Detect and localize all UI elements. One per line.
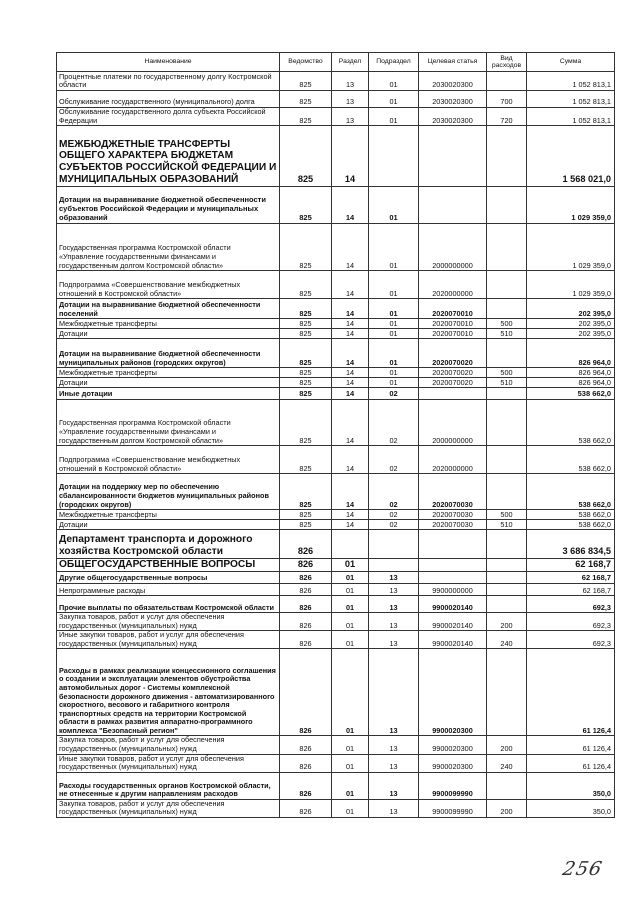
cell-name: Дотации — [57, 520, 280, 530]
cell-section: 01 — [332, 772, 369, 799]
budget-table — [56, 52, 615, 818]
cell-amount: 1 052 813,1 — [527, 72, 615, 91]
cell-amount: 538 662,0 — [527, 388, 615, 400]
cell-name: Прочие выплаты по обязательствам Костромской области — [57, 596, 280, 613]
cell-exp-type: 500 — [487, 368, 527, 378]
cell-amount: 538 662,0 — [527, 446, 615, 474]
cell-subsection: 01 — [369, 91, 419, 108]
cell-exp-type: 720 — [487, 108, 527, 126]
table-row — [57, 339, 615, 368]
cell-subsection: 13 — [369, 596, 419, 613]
cell-subsection: 01 — [369, 368, 419, 378]
cell-exp-type — [487, 72, 527, 91]
table-row — [57, 631, 615, 649]
cell-name: Дотации — [57, 378, 280, 388]
cell-dept: 826 — [280, 530, 332, 559]
cell-section: 14 — [332, 224, 369, 271]
cell-amount: 61 126,4 — [527, 736, 615, 754]
table-header-row — [57, 53, 615, 72]
cell-subsection — [369, 559, 419, 572]
cell-exp-type: 510 — [487, 378, 527, 388]
cell-target: 2020070020 — [419, 339, 487, 368]
cell-subsection: 01 — [369, 187, 419, 224]
cell-dept: 825 — [280, 474, 332, 510]
cell-exp-type: 200 — [487, 799, 527, 817]
cell-target: 2000000000 — [419, 400, 487, 446]
cell-exp-type: 200 — [487, 736, 527, 754]
cell-name: Дотации — [57, 329, 280, 339]
cell-target: 2020070010 — [419, 329, 487, 339]
cell-amount: 826 964,0 — [527, 368, 615, 378]
cell-dept: 825 — [280, 91, 332, 108]
cell-name: Расходы государственных органов Костромской области, не отнесенные к другим направлениям расходов — [57, 772, 280, 799]
cell-dept: 825 — [280, 329, 332, 339]
cell-amount: 692,3 — [527, 596, 615, 613]
cell-name: Другие общегосударственные вопросы — [57, 572, 280, 584]
cell-dept: 826 — [280, 799, 332, 817]
cell-section: 01 — [332, 559, 369, 572]
table-row — [57, 474, 615, 510]
cell-dept: 826 — [280, 772, 332, 799]
cell-dept: 825 — [280, 339, 332, 368]
table-row — [57, 596, 615, 613]
cell-dept: 826 — [280, 736, 332, 754]
cell-section: 14 — [332, 474, 369, 510]
cell-section: 14 — [332, 339, 369, 368]
cell-name: Непрограммные расходы — [57, 584, 280, 596]
cell-amount: 202 395,0 — [527, 319, 615, 329]
cell-exp-type — [487, 530, 527, 559]
cell-dept: 826 — [280, 572, 332, 584]
cell-section: 14 — [332, 187, 369, 224]
cell-name: Межбюджетные трансферты — [57, 510, 280, 520]
cell-target: 2020000000 — [419, 446, 487, 474]
cell-exp-type — [487, 299, 527, 319]
table-row — [57, 72, 615, 91]
cell-dept: 826 — [280, 596, 332, 613]
cell-amount: 61 126,4 — [527, 649, 615, 736]
cell-amount: 538 662,0 — [527, 520, 615, 530]
cell-subsection: 02 — [369, 474, 419, 510]
cell-exp-type: 510 — [487, 520, 527, 530]
cell-name: Закупка товаров, работ и услуг для обеспечения государственных (муниципальных) нужд — [57, 799, 280, 817]
cell-dept: 825 — [280, 108, 332, 126]
table-row — [57, 224, 615, 271]
cell-exp-type — [487, 446, 527, 474]
cell-name: Расходы в рамках реализации концессионного соглашения о создании и эксплуатации элементов обустройства автомобильных дорог - Системы комплексной безопасности дорожного движения - автоматизированного скоростного, весового и габаритного контроля транспортных средств на территории Костромской области в рамках развития аппаратно-программного комплекса "Безопасный регион" — [57, 649, 280, 736]
cell-name: Дотации на выравнивание бюджетной обеспеченности муниципальных районов (городских округов) — [57, 339, 280, 368]
cell-amount: 1 568 021,0 — [527, 126, 615, 187]
table-row — [57, 510, 615, 520]
cell-target — [419, 559, 487, 572]
cell-section: 01 — [332, 572, 369, 584]
table-row — [57, 559, 615, 572]
cell-target: 2030020300 — [419, 72, 487, 91]
cell-name: Дотации на выравнивание бюджетной обеспеченности субъектов Российской Федерации и муниципальных образований — [57, 187, 280, 224]
cell-section: 14 — [332, 299, 369, 319]
table-row — [57, 446, 615, 474]
cell-section: 01 — [332, 736, 369, 754]
cell-name: Государственная программа Костромской области «Управление государственными финансами и государственным долгом Костромской области» — [57, 400, 280, 446]
cell-subsection: 01 — [369, 299, 419, 319]
cell-dept: 826 — [280, 631, 332, 649]
cell-dept: 825 — [280, 224, 332, 271]
cell-name: Иные дотации — [57, 388, 280, 400]
cell-name: Обслуживание государственного долга субъекта Российской Федерации — [57, 108, 280, 126]
cell-section: 01 — [332, 754, 369, 772]
cell-section: 01 — [332, 584, 369, 596]
header-name: Наименование — [57, 53, 280, 72]
cell-amount: 1 029 359,0 — [527, 224, 615, 271]
table-row — [57, 572, 615, 584]
cell-name: Процентные платежи по государственному долгу Костромской области — [57, 72, 280, 91]
cell-target — [419, 572, 487, 584]
cell-subsection: 01 — [369, 319, 419, 329]
cell-name: Подпрограмма «Совершенствование межбюджетных отношений в Костромской области» — [57, 271, 280, 299]
cell-section: 14 — [332, 446, 369, 474]
cell-dept: 825 — [280, 126, 332, 187]
cell-subsection — [369, 530, 419, 559]
cell-dept: 825 — [280, 299, 332, 319]
cell-section: 01 — [332, 631, 369, 649]
table-row — [57, 736, 615, 754]
cell-amount: 350,0 — [527, 799, 615, 817]
cell-target: 9900099990 — [419, 799, 487, 817]
cell-section: 13 — [332, 108, 369, 126]
cell-exp-type — [487, 187, 527, 224]
cell-section: 01 — [332, 649, 369, 736]
cell-target — [419, 530, 487, 559]
table-body — [57, 72, 615, 818]
table-row — [57, 126, 615, 187]
table-row — [57, 584, 615, 596]
cell-target: 9900020140 — [419, 596, 487, 613]
cell-target: 9900020300 — [419, 736, 487, 754]
cell-name: Дотации на поддержку мер по обеспечению сбалансированности бюджетов муниципальных районов (городских округов) — [57, 474, 280, 510]
cell-target: 2020000000 — [419, 271, 487, 299]
cell-target: 2020070010 — [419, 319, 487, 329]
cell-amount: 538 662,0 — [527, 510, 615, 520]
cell-exp-type — [487, 224, 527, 271]
table-row — [57, 91, 615, 108]
cell-subsection: 13 — [369, 572, 419, 584]
cell-exp-type: 500 — [487, 510, 527, 520]
cell-subsection: 02 — [369, 510, 419, 520]
cell-amount: 826 964,0 — [527, 378, 615, 388]
cell-dept: 825 — [280, 368, 332, 378]
table-row — [57, 613, 615, 631]
table-row — [57, 329, 615, 339]
cell-name: Межбюджетные трансферты — [57, 368, 280, 378]
cell-amount: 1 029 359,0 — [527, 187, 615, 224]
cell-target: 9900020300 — [419, 649, 487, 736]
cell-section: 13 — [332, 91, 369, 108]
cell-target: 2020070020 — [419, 368, 487, 378]
cell-target — [419, 388, 487, 400]
cell-exp-type — [487, 772, 527, 799]
cell-section: 01 — [332, 613, 369, 631]
cell-dept: 825 — [280, 319, 332, 329]
table-row — [57, 754, 615, 772]
cell-amount: 538 662,0 — [527, 474, 615, 510]
cell-dept: 826 — [280, 613, 332, 631]
cell-subsection: 02 — [369, 520, 419, 530]
cell-target: 9900099990 — [419, 772, 487, 799]
header-amount: Сумма — [527, 53, 615, 72]
cell-target: 2020070020 — [419, 378, 487, 388]
cell-dept: 826 — [280, 559, 332, 572]
cell-dept: 825 — [280, 446, 332, 474]
header-exp-type: Вид расходов — [487, 53, 527, 72]
cell-subsection: 13 — [369, 799, 419, 817]
cell-target: 2030020300 — [419, 108, 487, 126]
cell-subsection: 13 — [369, 584, 419, 596]
cell-dept: 825 — [280, 400, 332, 446]
cell-section: 13 — [332, 72, 369, 91]
table-row — [57, 400, 615, 446]
table-row — [57, 319, 615, 329]
cell-amount: 62 168,7 — [527, 559, 615, 572]
table-row — [57, 649, 615, 736]
cell-subsection: 13 — [369, 649, 419, 736]
table-row — [57, 772, 615, 799]
cell-target: 2020070030 — [419, 520, 487, 530]
cell-subsection: 13 — [369, 736, 419, 754]
cell-name: Иные закупки товаров, работ и услуг для обеспечения государственных (муниципальных) нужд — [57, 631, 280, 649]
table-row — [57, 388, 615, 400]
cell-section: 14 — [332, 378, 369, 388]
cell-section: 14 — [332, 126, 369, 187]
cell-name: Департамент транспорта и дорожного хозяйства Костромской области — [57, 530, 280, 559]
cell-exp-type: 500 — [487, 319, 527, 329]
cell-subsection: 13 — [369, 754, 419, 772]
cell-dept: 825 — [280, 271, 332, 299]
cell-subsection: 02 — [369, 388, 419, 400]
cell-amount: 62 168,7 — [527, 572, 615, 584]
cell-amount: 692,3 — [527, 613, 615, 631]
cell-subsection: 13 — [369, 772, 419, 799]
cell-subsection: 01 — [369, 329, 419, 339]
cell-exp-type — [487, 271, 527, 299]
table-row — [57, 799, 615, 817]
cell-target: 9900020140 — [419, 631, 487, 649]
cell-dept: 825 — [280, 187, 332, 224]
cell-target: 2020070010 — [419, 299, 487, 319]
cell-target: 2020070030 — [419, 510, 487, 520]
cell-dept: 826 — [280, 754, 332, 772]
cell-amount: 350,0 — [527, 772, 615, 799]
cell-section: 14 — [332, 388, 369, 400]
cell-subsection: 01 — [369, 339, 419, 368]
cell-amount: 202 395,0 — [527, 329, 615, 339]
cell-target: 2020070030 — [419, 474, 487, 510]
cell-exp-type — [487, 388, 527, 400]
cell-subsection: 13 — [369, 613, 419, 631]
cell-amount: 3 686 834,5 — [527, 530, 615, 559]
cell-subsection: 01 — [369, 378, 419, 388]
header-section: Раздел — [332, 53, 369, 72]
table-row — [57, 530, 615, 559]
cell-subsection — [369, 126, 419, 187]
cell-amount: 692,3 — [527, 631, 615, 649]
cell-amount: 202 395,0 — [527, 299, 615, 319]
cell-name: Иные закупки товаров, работ и услуг для обеспечения государственных (муниципальных) нужд — [57, 754, 280, 772]
cell-exp-type — [487, 474, 527, 510]
page-number: 256 — [560, 858, 605, 880]
cell-target: 2000000000 — [419, 224, 487, 271]
cell-exp-type — [487, 596, 527, 613]
cell-subsection: 01 — [369, 271, 419, 299]
cell-name: ОБЩЕГОСУДАРСТВЕННЫЕ ВОПРОСЫ — [57, 559, 280, 572]
cell-name: Закупка товаров, работ и услуг для обеспечения государственных (муниципальных) нужд — [57, 736, 280, 754]
cell-section: 14 — [332, 510, 369, 520]
cell-amount: 1 052 813,1 — [527, 108, 615, 126]
cell-section: 14 — [332, 400, 369, 446]
cell-subsection: 01 — [369, 72, 419, 91]
cell-name: Обслуживание государственного (муниципального) долга — [57, 91, 280, 108]
cell-exp-type: 240 — [487, 754, 527, 772]
table-row — [57, 368, 615, 378]
cell-section: 01 — [332, 799, 369, 817]
cell-target — [419, 126, 487, 187]
cell-amount: 61 126,4 — [527, 754, 615, 772]
table-row — [57, 520, 615, 530]
cell-amount: 62 168,7 — [527, 584, 615, 596]
cell-name: Межбюджетные трансферты — [57, 319, 280, 329]
cell-dept: 826 — [280, 584, 332, 596]
cell-exp-type: 240 — [487, 631, 527, 649]
table-row — [57, 378, 615, 388]
cell-exp-type: 200 — [487, 613, 527, 631]
cell-section: 14 — [332, 520, 369, 530]
cell-section: 01 — [332, 596, 369, 613]
table-row — [57, 299, 615, 319]
cell-section: 14 — [332, 271, 369, 299]
cell-exp-type — [487, 339, 527, 368]
budget-table-sheet — [56, 52, 614, 818]
cell-amount: 1 029 359,0 — [527, 271, 615, 299]
cell-amount: 538 662,0 — [527, 400, 615, 446]
cell-target: 9900000000 — [419, 584, 487, 596]
cell-amount: 826 964,0 — [527, 339, 615, 368]
cell-subsection: 01 — [369, 224, 419, 271]
cell-exp-type — [487, 572, 527, 584]
cell-subsection: 02 — [369, 446, 419, 474]
header-target: Целевая статья — [419, 53, 487, 72]
cell-dept: 825 — [280, 378, 332, 388]
cell-subsection: 13 — [369, 631, 419, 649]
cell-exp-type — [487, 559, 527, 572]
cell-dept: 826 — [280, 649, 332, 736]
cell-dept: 825 — [280, 72, 332, 91]
cell-exp-type — [487, 126, 527, 187]
table-row — [57, 271, 615, 299]
cell-section: 14 — [332, 368, 369, 378]
cell-target: 2030020300 — [419, 91, 487, 108]
cell-amount: 1 052 813,1 — [527, 91, 615, 108]
cell-name: Закупка товаров, работ и услуг для обеспечения государственных (муниципальных) нужд — [57, 613, 280, 631]
cell-name: МЕЖБЮДЖЕТНЫЕ ТРАНСФЕРТЫ ОБЩЕГО ХАРАКТЕРА БЮДЖЕТАМ СУБЪЕКТОВ РОССИЙСКОЙ ФЕДЕРАЦИИ И МУНИЦИПАЛЬНЫХ ОБРАЗОВАНИЙ — [57, 126, 280, 187]
cell-exp-type: 700 — [487, 91, 527, 108]
table-row — [57, 187, 615, 224]
header-dept: Ведомство — [280, 53, 332, 72]
cell-exp-type: 510 — [487, 329, 527, 339]
cell-target: 9900020140 — [419, 613, 487, 631]
cell-target — [419, 187, 487, 224]
cell-subsection: 01 — [369, 108, 419, 126]
cell-name: Государственная программа Костромской области «Управление государственными финансами и государственным долгом Костромской области» — [57, 224, 280, 271]
cell-section — [332, 530, 369, 559]
cell-section: 14 — [332, 329, 369, 339]
cell-name: Подпрограмма «Совершенствование межбюджетных отношений в Костромской области» — [57, 446, 280, 474]
cell-target: 9900020300 — [419, 754, 487, 772]
header-subsection: Подраздел — [369, 53, 419, 72]
cell-exp-type — [487, 649, 527, 736]
cell-dept: 825 — [280, 520, 332, 530]
cell-section: 14 — [332, 319, 369, 329]
cell-exp-type — [487, 584, 527, 596]
cell-dept: 825 — [280, 510, 332, 520]
cell-subsection: 02 — [369, 400, 419, 446]
cell-exp-type — [487, 400, 527, 446]
table-row — [57, 108, 615, 126]
cell-name: Дотации на выравнивание бюджетной обеспеченности поселений — [57, 299, 280, 319]
cell-dept: 825 — [280, 388, 332, 400]
